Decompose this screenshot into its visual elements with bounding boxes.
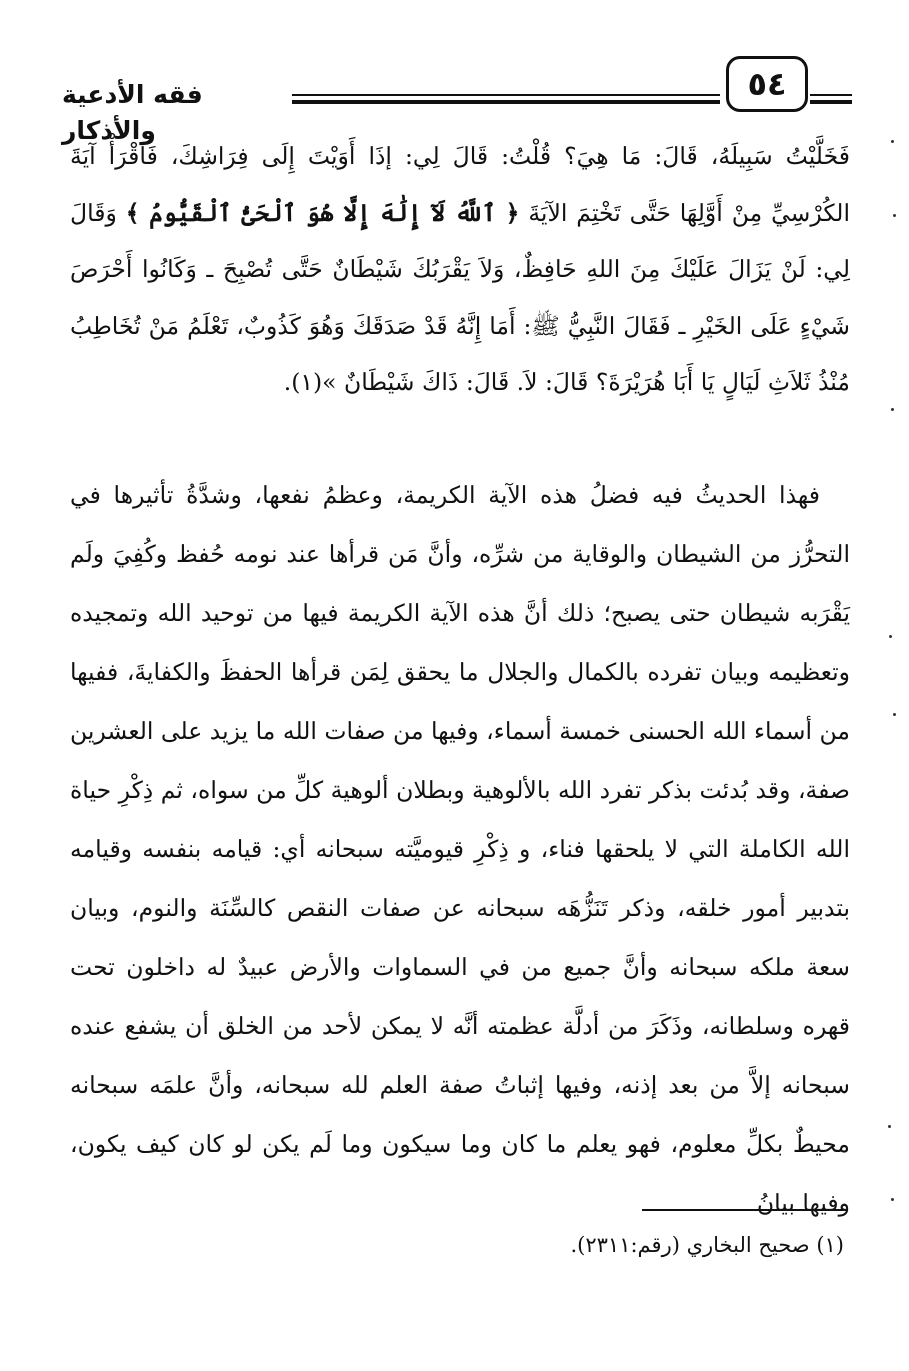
hadith-line: ـ وَكَانُوا أَحْرَصَ شَيْءٍ عَلَى الخَيْرِ ـ فَقَالَ النَّبِيُّ ﷺ: أَمَا إِنَّهُ قَدْ صَدَقَكَ وَهُوَ [70, 255, 850, 340]
scan-speck [891, 1198, 894, 1201]
hadith-line: فَخَلَّيْتُ سَبِيلَهُ، قَالَ: مَا هِيَ؟ قُلْتُ: قَالَ لِي: إذَا أَوَيْتَ إِلَى فِرَاشِكَ، فَاقْرَأْ آيَةَ [70, 142, 850, 170]
scan-speck [889, 635, 892, 638]
page-number: ٥٤ [726, 56, 808, 112]
header-rule [810, 94, 852, 104]
quran-verse: ﴿ ٱللَّهُ لَآ إِلَٰهَ إِلَّا هُوَ ٱلْحَىُّ ٱلْقَيُّومُ ﴾ [125, 198, 520, 227]
hadith-line: كَذُوبٌ، تَعْلَمُ مَنْ تُخَاطِبُ مُنْذُ ثَلاَثِ لَيَالٍ يَا أَبَا هُرَيْرَةَ؟ قَالَ: لاَ. قَالَ: ذَاكَ [70, 311, 850, 396]
running-header [62, 52, 852, 145]
book-title: فقه الأدعية والأذكار [62, 80, 203, 145]
hadith-line: شَيْطَانٌ »(١). [283, 368, 415, 396]
scan-speck [893, 713, 896, 716]
footnote: (١) صحيح البخاري (رقم:٢٣١١). [570, 1233, 844, 1257]
hadith-line: وَقَالَ لِي: لَنْ يَزَالَ عَلَيْكَ مِنَ اللهِ حَافِظٌ، وَلاَ يَقْرَبُكَ شَيْطَانٌ حَتَّى تُصْبِحَ [70, 198, 850, 283]
scan-speck [891, 140, 894, 143]
commentary-paragraph [70, 466, 850, 1233]
scan-speck [891, 408, 894, 411]
hadith-line: الكُرْسِيِّ مِنْ أَوَّلِهَا حَتَّى تَخْتِمَ الآيَةَ [528, 198, 850, 227]
header-rule [292, 94, 720, 104]
scan-speck [888, 1125, 891, 1128]
commentary-text: فهذا الحديثُ فيه فضلُ هذه الآية الكريمة، وعظمُ نفعها، وشدَّةُ تأثيرها في التحرُّز من الشيطان والوقاية من شرِّه، وأنَّ مَن قرأها عند نومه حُفظ وكُفِيَ ولَم يَقْرَبه شيطان حتى يصبح؛ ذلك أنَّ هذه الآية الكريمة فيها من توحيد الله وتمجيده وتعظيمه وبيان تفرده بالكمال والجلال ما يحقق لِمَن قرأها الحفظَ والكفايةَ، ففيها من أسماء الله الحسنى خمسة أسماء، وفيها من صفات الله ما يزيد على العشرين صفة، وقد بُدئت بذكر تفرد الله بالألوهية وبطلان ألوهية كلِّ من سواه، ثم ذِكْرِ حياة الله الكاملة التي لا يلحقها فناء، و ذِكْرِ قيوميَّته سبحانه أي: قيامه بنفسه وقيامه بتدبير أمور خلقه، وذكر تَنَزُّهَه سبحانه عن صفات النقص كالسِّنَة والنوم، وبيان سعة ملكه سبحانه وأنَّ جميع من في السماوات والأرض عبيدٌ له داخلون تحت قهره وسلطانه، وذَكَرَ من أدلَّة عظمته أنَّه لا يمكن لأحد من الخلق أن يشفع عنده سبحانه إلاَّ من بعد إذنه، وفيها إثباتُ صفة العلم لله سبحانه، وأنَّ علمَه سبحانه محيطٌ بكلِّ معلوم، فهو يعلم ما كان وما سيكون وما لَم يكن لو كان كيف يكون، وفيها بيانُ [70, 481, 850, 1217]
hadith-text [70, 128, 850, 411]
footnote-separator [642, 1209, 844, 1211]
scan-speck [893, 214, 896, 217]
